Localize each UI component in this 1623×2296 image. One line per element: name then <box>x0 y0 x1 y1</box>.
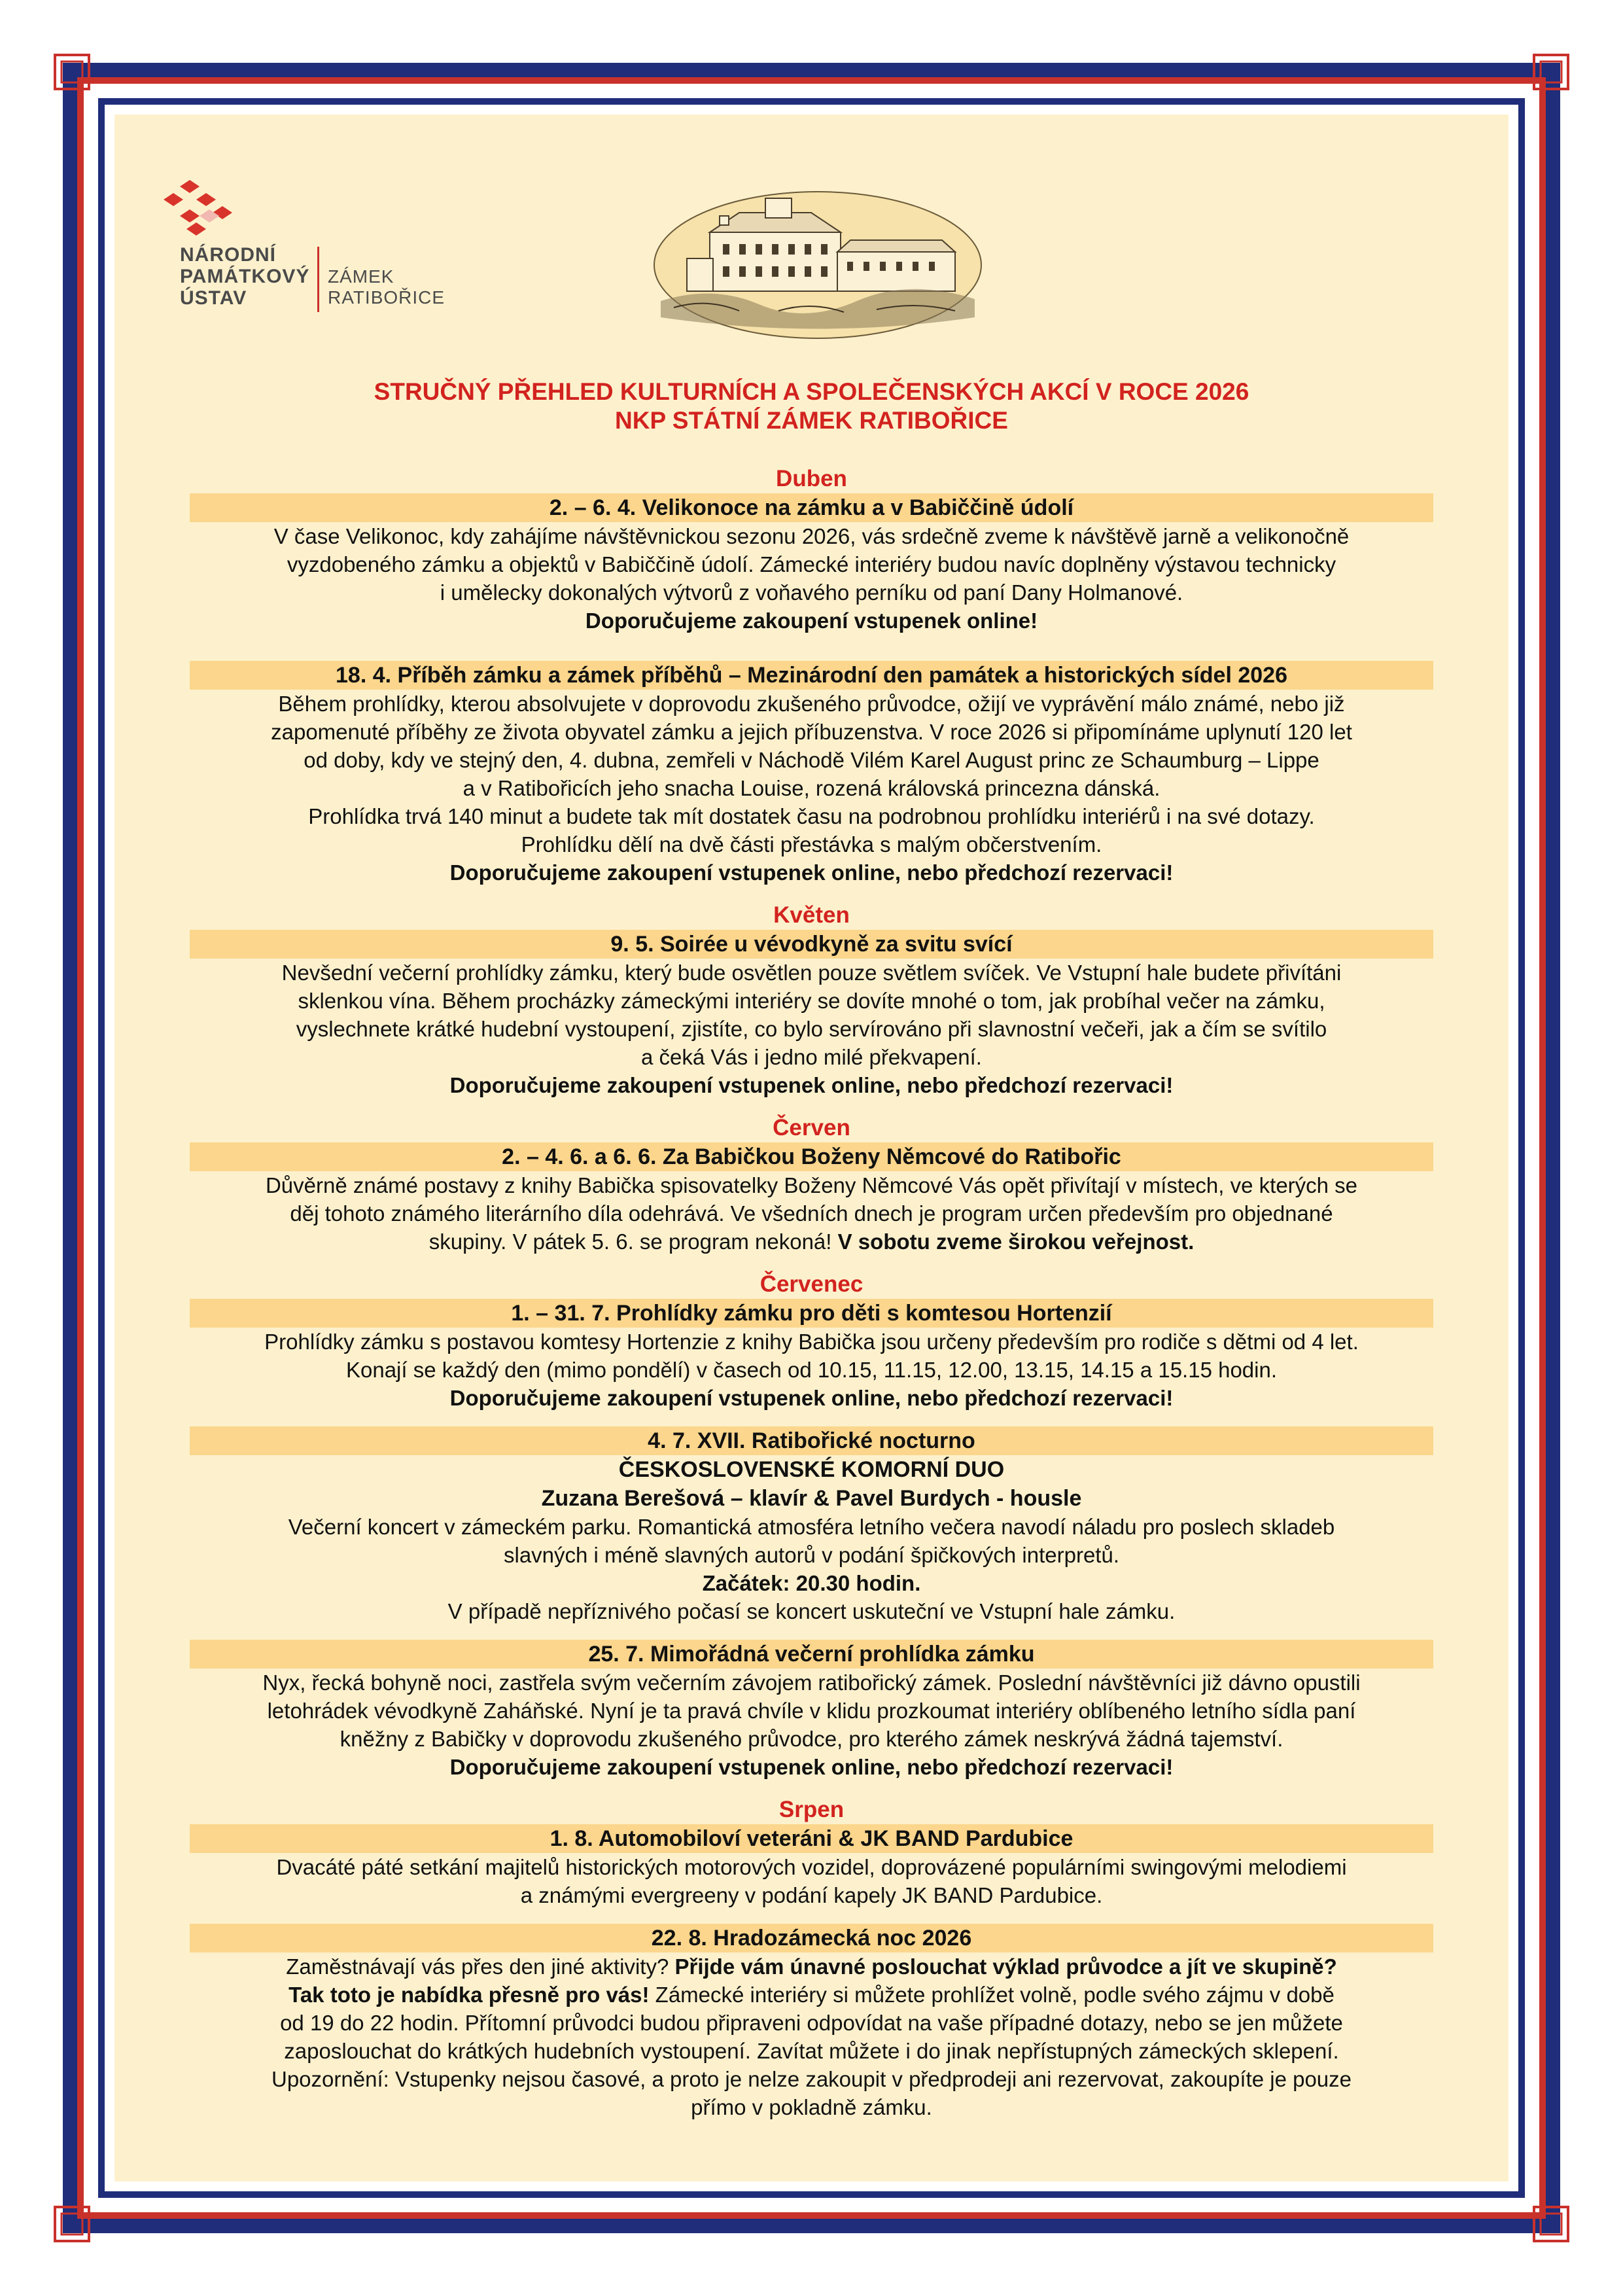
event-text: V čase Velikonoc, kdy zahájíme návštěvnickou sezonu 2026, vás srdečně zveme k návštěvě jarně a velikonočně <box>273 524 1350 548</box>
page-subtitle: NKP STÁTNÍ ZÁMEK RATIBOŘICE <box>615 407 1008 434</box>
event-text: Upozornění: Vstupenky nejsou časové, a proto je nelze zakoupit v předprodeji ani rezervovat, zakoupíte je pouze <box>271 2067 1352 2091</box>
event-heading: 25. 7. Mimořádná večerní prohlídka zámku <box>190 1640 1433 1669</box>
month-heading-srpen: Srpen <box>778 1797 845 1822</box>
event-text: Prohlídku dělí na dvě části přestávka s malým občerstvením. <box>521 832 1102 857</box>
page-title: STRUČNÝ PŘEHLED KULTURNÍCH A SPOLEČENSKÝCH AKCÍ V ROCE 2026 <box>374 378 1249 405</box>
event-text: letohrádek vévodkyně Zaháňské. Nyní je ta pravá chvíle v klidu prozkoumat interiéry oblíbeného letního sídla paní <box>267 1699 1356 1723</box>
event-text: od 19 do 22 hodin. Přítomní průvodci budou připraveni odpovídat na vaše případné dotazy, nebo se jen můžete <box>280 2011 1343 2035</box>
event-heading: 18. 4. Příběh zámku a zámek příběhů – Mezinárodní den památek a historických sídel 2026 <box>190 661 1433 690</box>
event-heading: 22. 8. Hradozámecká noc 2026 <box>190 1924 1433 1952</box>
event-text: Večerní koncert v zámeckém parku. Romantická atmosféra letního večera navodí náladu pro poslech skladeb <box>288 1515 1335 1539</box>
event-text: skupiny. V pátek 5. 6. se program nekoná! V sobotu zveme širokou veřejnost. <box>428 1229 1195 1254</box>
event-text: i umělecky dokonalých výtvorů z voňavého perníku od paní Dany Holmanové. <box>440 580 1183 605</box>
event-text: kněžny z Babičky v doprovodu zkušeného průvodce, pro kterého zámek neskrývá žádná tajemství. <box>340 1727 1283 1751</box>
event-start-time: Začátek: 20.30 hodin. <box>702 1571 921 1595</box>
event-note: Doporučujeme zakoupení vstupenek online, nebo předchozí rezervaci! <box>449 1755 1174 1779</box>
logo-divider <box>317 247 319 312</box>
event-text: od doby, kdy ve stejný den, 4. dubna, zemřeli v Náchodě Vilém Karel August princ ze Schaumburg – Lippe <box>304 748 1319 772</box>
event-text: Nevšední večerní prohlídky zámku, který bude osvětlen pouze světlem svíček. Ve Vstupní hale budete přivítáni <box>281 961 1342 985</box>
event-text: Tak toto je nabídka přesně pro vás! Zámecké interiéry si můžete prohlížet volně, podle svého zájmu v době <box>288 1983 1335 2007</box>
event-text: přímo v pokladně zámku. <box>691 2095 932 2119</box>
event-heading: 2. – 4. 6. a 6. 6. Za Babičkou Boženy Němcové do Ratibořic <box>190 1142 1433 1171</box>
month-heading-cerven: Červen <box>773 1115 850 1140</box>
logo-site-name: ZÁMEK RATIBOŘICE <box>328 266 445 308</box>
event-text: sklenkou vína. Během procházky zámeckými interiéry se dovíte mnohé o tom, jak probíhal večer na zámku, <box>298 989 1325 1013</box>
corner-ornament-top-right <box>1531 52 1571 92</box>
corner-ornament-bottom-left <box>52 2204 92 2244</box>
event-text: zaposlouchat do krátkých hudebních vystoupení. Zavítat můžete i do jinak nepřístupných zámeckých sklepení. <box>284 2039 1339 2063</box>
event-text: vyslechnete krátké hudební vystoupení, zjistíte, co bylo servírováno při slavnostní večeři, jak a čím se svítilo <box>296 1017 1327 1041</box>
event-text: Během prohlídky, kterou absolvujete v doprovodu zkušeného průvodce, ožijí ve vyprávění málo známé, nebo již <box>278 692 1345 716</box>
event-note: Doporučujeme zakoupení vstupenek online, nebo předchozí rezervaci! <box>449 1073 1174 1097</box>
event-text: zapomenuté příběhy ze života obyvatel zámku a jejich příbuzenstva. V roce 2026 si připomínáme uplynutí 120 let <box>271 720 1352 744</box>
event-heading: 4. 7. XVII. Ratibořické nocturno <box>190 1426 1433 1455</box>
event-text: Prohlídka trvá 140 minut a budete tak mít dostatek času na podrobnou prohlídku interiérů i na své dotazy. <box>308 804 1315 828</box>
event-text: Konají se každý den (mimo pondělí) v časech od 10.15, 11.15, 12.00, 13.15, 14.15 a 15.15 hodin. <box>345 1358 1278 1382</box>
logo-org-name: NÁRODNÍ PAMÁTKOVÝ ÚSTAV <box>180 244 310 309</box>
event-text: Zaměstnávají vás přes den jiné aktivity? Přijde vám únavné poslouchat výklad průvodce a jít ve skupině? <box>286 1954 1337 1979</box>
castle-drawing <box>648 186 988 344</box>
event-heading: 9. 5. Soirée u vévodkyně za svitu svící <box>190 930 1433 959</box>
event-text: Nyx, řecká bohyně noci, zastřela svým večerním závojem ratibořický zámek. Poslední návštěvníci již dávno opustili <box>262 1670 1361 1695</box>
event-heading: 1. 8. Automobiloví veteráni & JK BAND Pardubice <box>190 1824 1433 1853</box>
event-text: a známými evergreeny v podání kapely JK BAND Pardubice. <box>520 1883 1103 1907</box>
event-note: Doporučujeme zakoupení vstupenek online! <box>585 609 1038 633</box>
month-heading-kveten: Květen <box>773 902 850 928</box>
corner-ornament-top-left <box>52 52 92 92</box>
corner-ornament-bottom-right <box>1531 2204 1571 2244</box>
event-text: Důvěrně známé postavy z knihy Babička spisovatelky Boženy Němcové Vás opět přivítají v místech, ve kterých se <box>265 1173 1358 1197</box>
event-text: děj tohoto známého literárního díla odehrává. Ve všedních dnech je program určen především pro objednané <box>290 1201 1333 1226</box>
event-heading: 1. – 31. 7. Prohlídky zámku pro děti s komtesou Hortenzií <box>190 1299 1433 1328</box>
event-text: a čeká Vás i jedno milé překvapení. <box>641 1045 982 1069</box>
event-text: Dvacáté páté setkání majitelů historických motorových vozidel, doprovázené populárními swingovými melodiemi <box>276 1855 1347 1879</box>
event-subheading: Zuzana Berešová – klavír & Pavel Burdych - housle <box>541 1486 1082 1511</box>
event-text: slavných i méně slavných autorů v podání špičkových interpretů. <box>504 1543 1119 1567</box>
event-highlight: Tak toto je nabídka přesně pro vás! <box>288 1983 650 2007</box>
events-list <box>190 465 1433 2121</box>
event-text: a v Ratibořicích jeho snacha Louise, rozená královská princezna dánská. <box>462 776 1161 800</box>
month-heading-duben: Duben <box>776 466 847 491</box>
month-heading-cervenec: Červenec <box>759 1271 864 1297</box>
npu-logo <box>160 180 448 317</box>
event-heading: 2. – 6. 4. Velikonoce na zámku a v Babiččině údolí <box>190 493 1433 522</box>
event-text: Prohlídky zámku s postavou komtesy Hortenzie z knihy Babička jsou určeny především pro rodiče s dětmi od 4 let. <box>264 1330 1359 1354</box>
event-note: Doporučujeme zakoupení vstupenek online, nebo předchozí rezervaci! <box>449 860 1174 885</box>
event-note: Doporučujeme zakoupení vstupenek online, nebo předchozí rezervaci! <box>449 1386 1174 1410</box>
event-highlight: V sobotu zveme širokou veřejnost. <box>837 1229 1195 1254</box>
event-subheading: ČESKOSLOVENSKÉ KOMORNÍ DUO <box>618 1457 1005 1482</box>
npu-logo-icon <box>160 180 245 242</box>
event-highlight: Přijde vám únavné poslouchat výklad průvodce a jít ve skupině? <box>674 1954 1337 1979</box>
event-text: vyzdobeného zámku a objektů v Babiččině údolí. Zámecké interiéry budou navíc doplněny výstavou technicky <box>287 552 1336 576</box>
event-text: V případě nepříznivého počasí se koncert uskuteční ve Vstupní hale zámku. <box>447 1599 1176 1623</box>
